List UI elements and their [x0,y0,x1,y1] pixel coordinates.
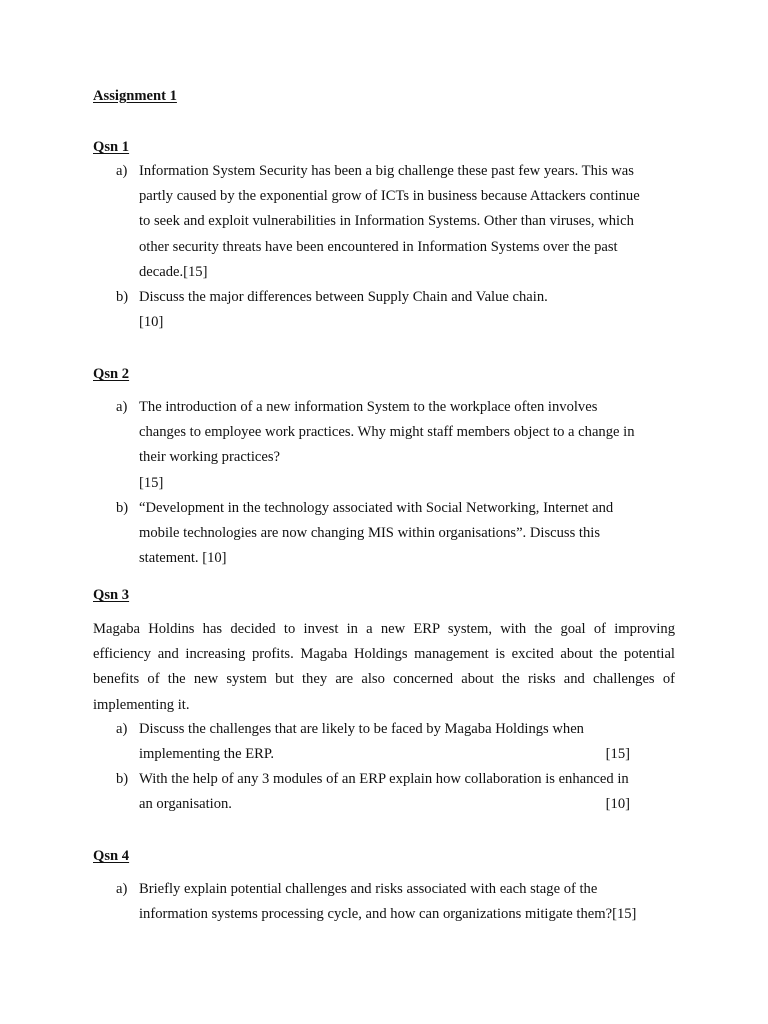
text-line: their working practices? [139,449,281,466]
text-line: an organisation. [139,796,232,813]
text-line: Magaba Holdins has decided to invest in a new ERP system, with the goal of improving [93,621,675,637]
text-line: statement. [10] [139,550,227,567]
marks-label: [15] [605,746,630,763]
text-line: other security threats have been encountered in Information Systems over the past [139,238,618,255]
question-3a [93,717,678,767]
item-text [139,285,673,335]
item-marker: a) [116,881,128,897]
text-line: benefits of the new system but they are also concerned about the risks and challenges of [93,671,675,688]
question-4-heading: Qsn 4 [93,848,130,864]
question-3b [93,767,678,817]
question-2b [93,496,678,572]
text-line: Briefly explain potential challenges and risks associated with each stage of the [139,881,598,897]
text-line: information systems processing cycle, and how can organizations mitigate them?[15] [139,906,637,923]
item-text [139,395,673,496]
text-line: implementing it. [93,696,190,713]
text-line: [10] [139,314,164,331]
text-line: mobile technologies are now changing MIS within organisations”. Discuss this [139,525,600,542]
assignment-title: Assignment 1 [93,88,177,104]
text-line: implementing the ERP. [139,746,274,763]
text-line: efficiency and increasing profits. Magaba Holdings management is excited about the potential [93,646,675,663]
question-2-heading: Qsn 2 [93,366,130,382]
question-4a [93,877,678,927]
text-line: decade.[15] [139,263,208,280]
text-line: Information System Security has been a big challenge these past few years. This was [139,163,634,179]
text-line: Discuss the challenges that are likely to be faced by Magaba Holdings when [139,721,584,737]
item-marker: a) [116,721,128,737]
text-line: to seek and exploit vulnerabilities in Information Systems. Other than viruses, which [139,213,634,230]
item-marker: a) [116,399,128,415]
text-line: Discuss the major differences between Supply Chain and Value chain. [139,289,548,305]
question-3-heading: Qsn 3 [93,587,130,603]
item-marker: b) [116,289,129,305]
item-marker: b) [116,771,129,787]
question-1-heading: Qsn 1 [93,139,130,155]
item-text [139,767,673,817]
question-1b [93,285,678,335]
item-marker: b) [116,500,129,516]
text-line: With the help of any 3 modules of an ERP explain how collaboration is enhanced in [139,771,629,787]
marks-label: [10] [605,796,630,813]
item-text [139,717,673,767]
text-line: partly caused by the exponential grow of ICTs in business because Attackers continue [139,188,640,205]
item-marker: a) [116,163,128,179]
text-line: “Development in the technology associated with Social Networking, Internet and [139,500,614,516]
text-line-with-marks [139,742,630,767]
text-line-with-marks [139,792,630,817]
question-1a [93,159,678,285]
item-text [139,496,673,572]
text-line: [15] [139,474,164,491]
item-text [139,159,673,285]
question-3-intro [93,617,675,718]
text-line: changes to employee work practices. Why might staff members object to a change in [139,424,635,441]
text-line: The introduction of a new information System to the workplace often involves [139,399,598,415]
item-text [139,877,673,927]
question-2a [93,395,678,496]
